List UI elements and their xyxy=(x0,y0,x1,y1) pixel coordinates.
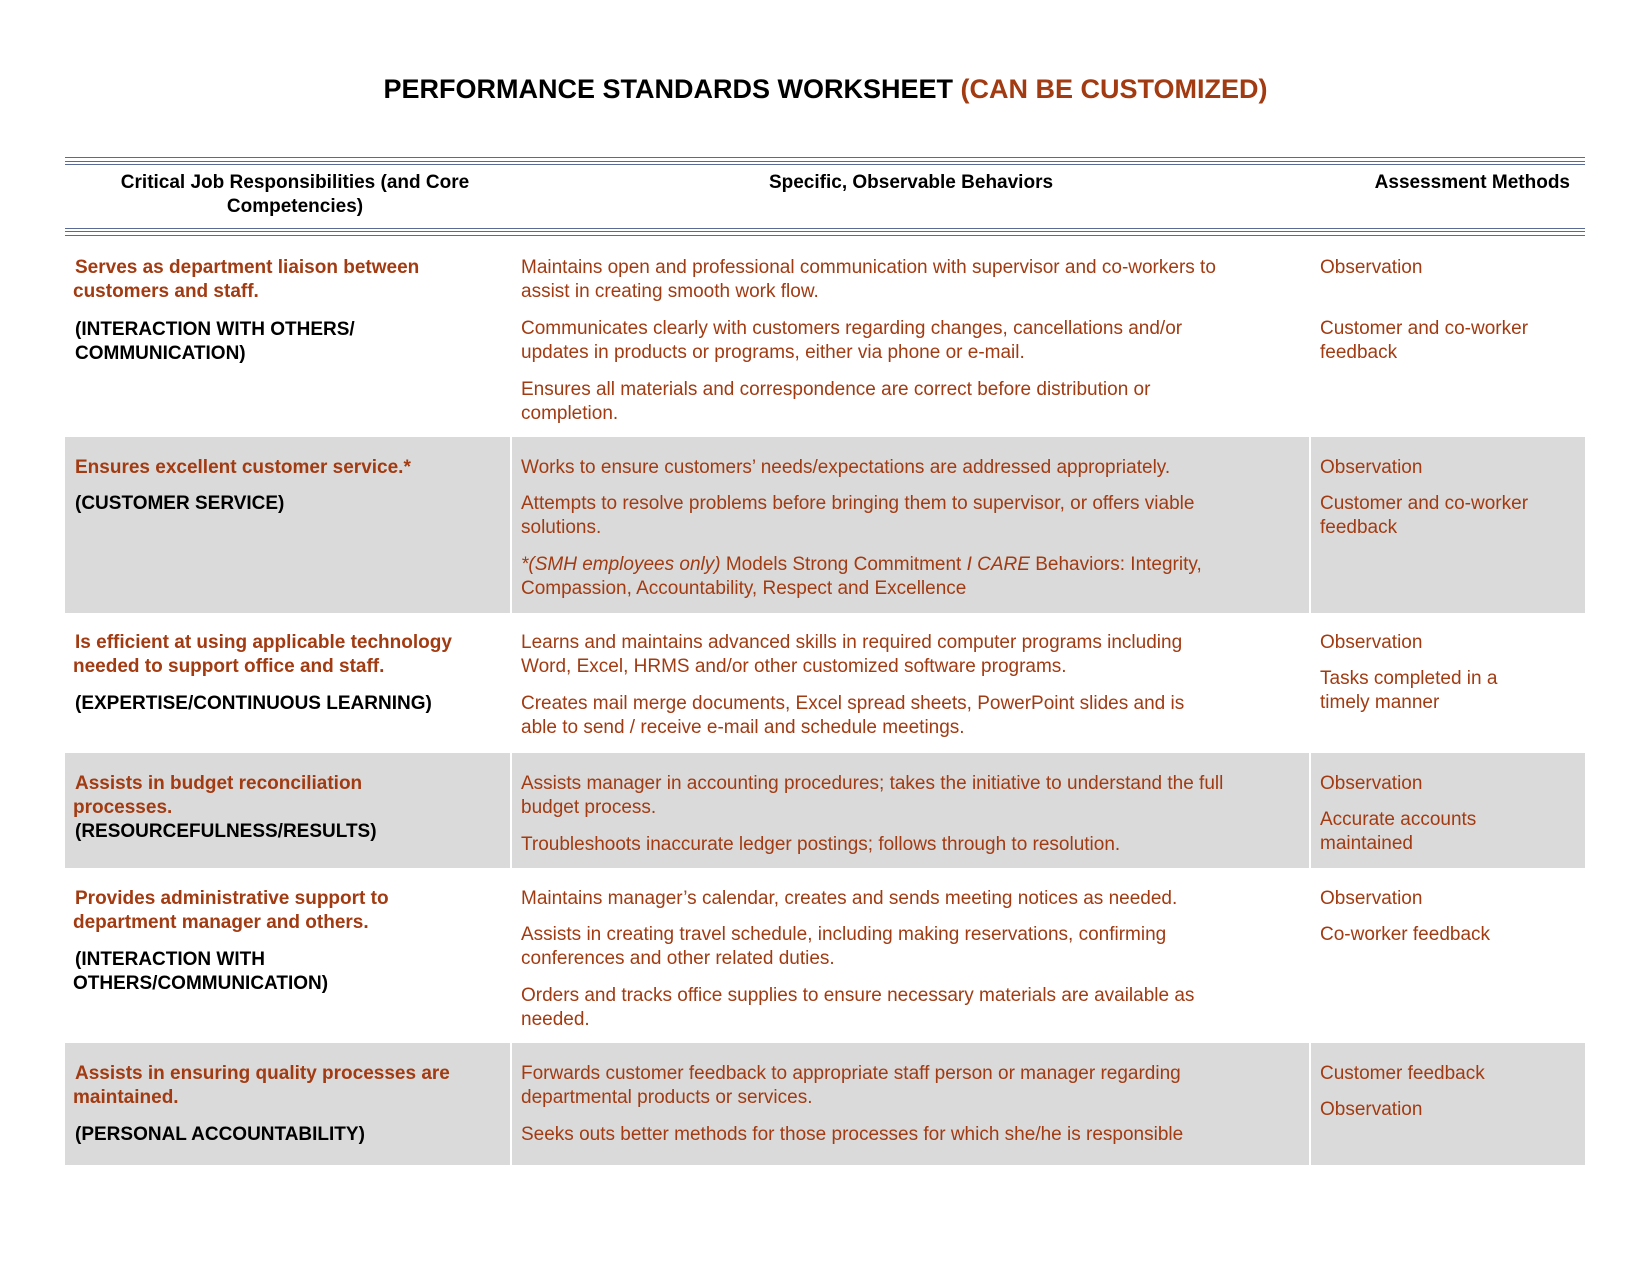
table-row xyxy=(65,753,1585,868)
method-line: feedback xyxy=(1320,342,1398,363)
methods-cell xyxy=(1311,613,1585,753)
method-line: Customer and co-worker xyxy=(1320,318,1529,339)
header-methods: Assessment Methods xyxy=(1374,172,1570,193)
behavior-item xyxy=(521,887,1177,911)
competency-line: (CUSTOMER SERVICE) xyxy=(75,493,285,514)
method-item xyxy=(1320,887,1422,911)
header-responsibilities-line2: Competencies) xyxy=(226,196,364,217)
methods-cell xyxy=(1311,868,1585,1043)
responsibility-text xyxy=(75,772,362,820)
header-bottom-rule-3 xyxy=(65,235,1585,236)
header-responsibilities-line1: Critical Job Responsibilities (and Core xyxy=(120,172,470,193)
responsibility-line: Assists in budget reconciliation xyxy=(75,773,363,794)
header-top-rule-3 xyxy=(65,164,1585,165)
behavior-item xyxy=(521,631,1182,679)
competency-text xyxy=(75,492,284,516)
method-line: Observation xyxy=(1320,773,1423,794)
method-item xyxy=(1320,492,1528,540)
responsibility-line: department manager and others. xyxy=(73,912,369,933)
competency-text xyxy=(75,948,328,996)
behavior-line: Maintains open and professional communication with supervisor and co-workers to xyxy=(521,257,1216,278)
behavior-line: Communicates clearly with customers regarding changes, cancellations and/or xyxy=(521,318,1183,339)
behavior-line: needed. xyxy=(521,1009,590,1030)
table-row xyxy=(65,613,1585,753)
method-line: Observation xyxy=(1320,1099,1423,1120)
competency-text xyxy=(75,1123,365,1147)
responsibility-line: Ensures excellent customer service.* xyxy=(75,457,411,478)
responsibility-cell xyxy=(65,868,510,1043)
behavior-item xyxy=(521,378,1150,426)
responsibility-text xyxy=(75,887,389,935)
header-bottom-rule-1 xyxy=(65,228,1585,229)
competency-line: (INTERACTION WITH xyxy=(75,949,265,970)
table-row xyxy=(65,238,1585,437)
competency-line: OTHERS/COMMUNICATION) xyxy=(73,973,329,994)
behaviors-cell xyxy=(512,238,1309,437)
behavior-line: assist in creating smooth work flow. xyxy=(521,281,819,302)
method-line: feedback xyxy=(1320,517,1398,538)
behavior-line: Orders and tracks office supplies to ensure necessary materials are available as xyxy=(521,985,1195,1006)
responsibility-line: maintained. xyxy=(73,1087,179,1108)
title-accent: (CAN BE CUSTOMIZED) xyxy=(960,74,1268,104)
responsibility-cell xyxy=(65,1043,510,1165)
page-title xyxy=(0,74,1651,105)
behavior-mid: Models Strong Commitment xyxy=(720,554,967,575)
behaviors-cell xyxy=(512,868,1309,1043)
behavior-item xyxy=(521,772,1223,820)
behaviors-cell xyxy=(512,1043,1309,1165)
behavior-line: budget process. xyxy=(521,797,657,818)
methods-cell xyxy=(1311,238,1585,437)
behaviors-cell xyxy=(512,437,1309,613)
behavior-line: Forwards customer feedback to appropriate staff person or manager regarding xyxy=(521,1063,1181,1084)
responsibility-cell xyxy=(65,613,510,753)
behavior-line: updates in products or programs, either via phone or e-mail. xyxy=(521,342,1025,363)
behaviors-cell xyxy=(512,753,1309,868)
behavior-item xyxy=(521,923,1166,971)
competency-line: COMMUNICATION) xyxy=(75,343,246,364)
behavior-item xyxy=(521,456,1170,480)
method-item xyxy=(1320,667,1497,715)
method-item xyxy=(1320,1062,1485,1086)
responsibility-line: Serves as department liaison between xyxy=(75,257,420,278)
behavior-item xyxy=(521,1062,1181,1110)
behavior-item xyxy=(521,692,1184,740)
behavior-line: Ensures all materials and correspondence are correct before distribution or xyxy=(521,379,1151,400)
behavior-suffix: Behaviors: Integrity, xyxy=(1029,554,1202,575)
responsibility-line: Assists in ensuring quality processes are xyxy=(75,1063,450,1084)
behavior-line: Compassion, Accountability, Respect and Excellence xyxy=(521,578,967,599)
header-responsibilities xyxy=(75,171,515,219)
method-line: Observation xyxy=(1320,457,1423,478)
method-line: Observation xyxy=(1320,888,1423,909)
responsibility-cell xyxy=(65,753,510,868)
title-main: PERFORMANCE STANDARDS WORKSHEET xyxy=(383,74,953,104)
behavior-line: Assists manager in accounting procedures; takes the initiative to understand the full xyxy=(521,773,1224,794)
method-line: timely manner xyxy=(1320,692,1440,713)
behavior-line: Word, Excel, HRMS and/or other customized software programs. xyxy=(521,656,1067,677)
competency-text xyxy=(75,318,355,366)
competency-text xyxy=(75,820,377,844)
competency-line: (EXPERTISE/CONTINUOUS LEARNING) xyxy=(75,693,432,714)
behavior-line: conferences and other related duties. xyxy=(521,948,835,969)
table-row xyxy=(65,1043,1585,1165)
behavior-italic-mid: I CARE xyxy=(966,554,1030,575)
responsibility-text xyxy=(75,1062,450,1110)
header-top-rule-2 xyxy=(65,161,1585,162)
responsibility-line: Is efficient at using applicable technology xyxy=(75,632,452,653)
competency-text xyxy=(75,692,432,716)
header-top-rule-1 xyxy=(65,157,1585,158)
method-item xyxy=(1320,456,1422,480)
table-row xyxy=(65,868,1585,1043)
method-line: maintained xyxy=(1320,833,1413,854)
method-item xyxy=(1320,923,1490,947)
responsibility-text xyxy=(75,631,452,679)
behavior-line: Assists in creating travel schedule, including making reservations, confirming xyxy=(521,924,1167,945)
method-line: Tasks completed in a xyxy=(1320,668,1498,689)
method-line: Customer feedback xyxy=(1320,1063,1485,1084)
behavior-line xyxy=(521,553,1202,577)
responsibility-cell xyxy=(65,238,510,437)
behavior-item xyxy=(521,492,1194,540)
method-line: Co-worker feedback xyxy=(1320,924,1491,945)
table-row xyxy=(65,437,1585,613)
behavior-line: solutions. xyxy=(521,517,602,538)
responsibility-text xyxy=(75,456,411,480)
method-item xyxy=(1320,808,1476,856)
competency-line: (RESOURCEFULNESS/RESULTS) xyxy=(75,821,377,842)
behavior-line: Works to ensure customers’ needs/expectations are addressed appropriately. xyxy=(521,457,1171,478)
behavior-line: Seeks outs better methods for those processes for which she/he is responsible xyxy=(521,1124,1184,1145)
responsibility-line: processes. xyxy=(73,797,173,818)
behaviors-cell xyxy=(512,613,1309,753)
methods-cell xyxy=(1311,437,1585,613)
method-item xyxy=(1320,1098,1422,1122)
behavior-line: Troubleshoots inaccurate ledger postings; follows through to resolution. xyxy=(521,834,1121,855)
behavior-item xyxy=(521,1123,1183,1147)
method-item xyxy=(1320,256,1422,280)
method-line: Observation xyxy=(1320,257,1423,278)
method-item xyxy=(1320,631,1422,655)
responsibility-line: needed to support office and staff. xyxy=(73,656,385,677)
method-item xyxy=(1320,772,1422,796)
method-line: Accurate accounts xyxy=(1320,809,1477,830)
method-item xyxy=(1320,317,1528,365)
header-behaviors: Specific, Observable Behaviors xyxy=(768,172,1054,193)
header-bottom-rule-2 xyxy=(65,231,1585,232)
behavior-line: Attempts to resolve problems before bringing them to supervisor, or offers viable xyxy=(521,493,1195,514)
method-line: Observation xyxy=(1320,632,1423,653)
behavior-item xyxy=(521,553,1202,601)
behavior-line: Learns and maintains advanced skills in required computer programs including xyxy=(521,632,1183,653)
responsibility-cell xyxy=(65,437,510,613)
methods-cell xyxy=(1311,753,1585,868)
method-line: Customer and co-worker xyxy=(1320,493,1529,514)
behavior-line: able to send / receive e-mail and schedule meetings. xyxy=(521,717,965,738)
competency-line: (PERSONAL ACCOUNTABILITY) xyxy=(75,1124,365,1145)
methods-cell xyxy=(1311,1043,1585,1165)
behavior-item xyxy=(521,317,1182,365)
behavior-line: departmental products or services. xyxy=(521,1087,813,1108)
behavior-italic-prefix: *(SMH employees only) xyxy=(521,554,721,575)
responsibility-text xyxy=(75,256,419,304)
responsibility-line: Provides administrative support to xyxy=(75,888,389,909)
behavior-item xyxy=(521,256,1216,304)
behavior-line: Creates mail merge documents, Excel spread sheets, PowerPoint slides and is xyxy=(521,693,1185,714)
responsibility-line: customers and staff. xyxy=(73,281,259,302)
competency-line: (INTERACTION WITH OTHERS/ xyxy=(75,319,355,340)
behavior-item xyxy=(521,984,1194,1032)
behavior-item xyxy=(521,833,1120,857)
behavior-line: Maintains manager’s calendar, creates and sends meeting notices as needed. xyxy=(521,888,1178,909)
behavior-line: completion. xyxy=(521,403,619,424)
